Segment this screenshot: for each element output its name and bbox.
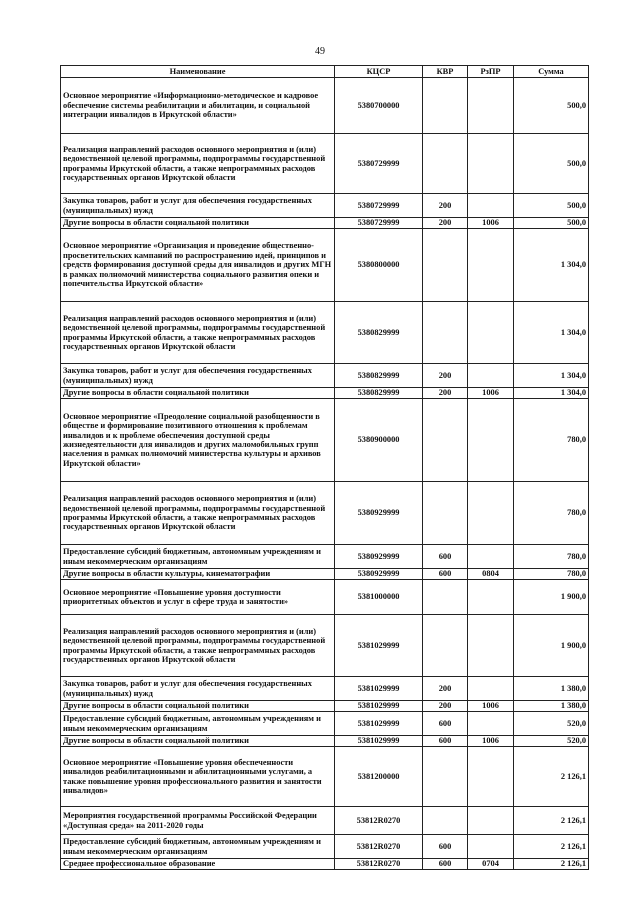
table-row (61, 388, 589, 399)
row-kcsr: 5381029999 (335, 701, 423, 712)
row-sum: 1 900,0 (514, 580, 589, 615)
table-row (61, 677, 589, 701)
row-kvr (423, 482, 468, 545)
row-sum: 1 304,0 (514, 388, 589, 399)
table-row (61, 580, 589, 615)
header-sum: Сумма (514, 66, 589, 78)
page-number: 49 (315, 46, 325, 57)
table-row (61, 194, 589, 218)
row-sum: 780,0 (514, 482, 589, 545)
header-kcsr: КЦСР (335, 66, 423, 78)
row-sum: 780,0 (514, 569, 589, 580)
row-kcsr: 5380729999 (335, 194, 423, 218)
row-kcsr: 5380900000 (335, 399, 423, 482)
row-rzpr (468, 807, 514, 835)
row-kcsr: 5380800000 (335, 229, 423, 302)
row-rzpr (468, 677, 514, 701)
row-name: Основное мероприятие «Информационно-методическое и кадровое обеспечение системы реабилитации и абилитации, и социальной интеграции инвалидов в Иркутской области» (61, 78, 335, 134)
table-row (61, 78, 589, 134)
table-row (61, 545, 589, 569)
row-sum: 2 126,1 (514, 747, 589, 807)
row-name: Среднее профессиональное образование (61, 859, 335, 870)
table-row (61, 569, 589, 580)
table-row (61, 859, 589, 870)
row-sum: 780,0 (514, 399, 589, 482)
row-name: Мероприятия государственной программы Российской Федерации «Доступная среда» на 2011-2020 годы (61, 807, 335, 835)
row-name: Другие вопросы в области социальной политики (61, 388, 335, 399)
row-sum: 2 126,1 (514, 859, 589, 870)
table-row (61, 302, 589, 364)
header-kvr: КВР (423, 66, 468, 78)
row-name: Реализация направлений расходов основного мероприятия и (или) ведомственной целевой программы, подпрограммы государственной программы Иркутской области, а также непрограммных расходов государственных органов Иркутской области (61, 482, 335, 545)
row-sum: 780,0 (514, 545, 589, 569)
row-name: Другие вопросы в области социальной политики (61, 218, 335, 229)
row-kcsr: 5381200000 (335, 747, 423, 807)
row-name: Основное мероприятие «Повышение уровня доступности приоритетных объектов и услуг в сфере труда и занятости» (61, 580, 335, 615)
row-kcsr: 5380929999 (335, 545, 423, 569)
row-sum: 500,0 (514, 78, 589, 134)
row-rzpr (468, 712, 514, 736)
row-kvr: 200 (423, 194, 468, 218)
row-kcsr: 5380700000 (335, 78, 423, 134)
row-kvr: 600 (423, 736, 468, 747)
table-row (61, 134, 589, 194)
table-header-row (61, 66, 589, 78)
row-kcsr: 5381029999 (335, 677, 423, 701)
row-name: Основное мероприятие «Организация и проведение общественно-просветительских кампаний по распространению идей, принципов и средств формирования доступной среды для инвалидов и других МГН в рамках полномочий министерства социального развития опеки и попечительства Иркутской области» (61, 229, 335, 302)
row-sum: 520,0 (514, 712, 589, 736)
row-kvr (423, 580, 468, 615)
row-name: Предоставление субсидий бюджетным, автономным учреждениям и иным некоммерческим организациям (61, 545, 335, 569)
table-row (61, 835, 589, 859)
row-kvr (423, 747, 468, 807)
row-name: Закупка товаров, работ и услуг для обеспечения государственных (муниципальных) нужд (61, 194, 335, 218)
row-kcsr: 53812R0270 (335, 807, 423, 835)
row-kvr (423, 78, 468, 134)
row-rzpr (468, 78, 514, 134)
row-kcsr: 5380829999 (335, 302, 423, 364)
row-name: Основное мероприятие «Преодоление социальной разобщенности в обществе и формирование позитивного отношения к проблемам инвалидов и к проблеме обеспечения доступной среды жизнедеятельности для инвалидов и других маломобильных групп населения в рамках полномочий министерства культуры и архивов Иркутской области» (61, 399, 335, 482)
row-name: Реализация направлений расходов основного мероприятия и (или) ведомственной целевой программы, подпрограммы государственной программы Иркутской области, а также непрограммных расходов государственных органов Иркутской области (61, 615, 335, 677)
row-kvr: 600 (423, 569, 468, 580)
row-rzpr (468, 482, 514, 545)
row-kcsr: 5380829999 (335, 388, 423, 399)
row-rzpr (468, 364, 514, 388)
row-rzpr: 1006 (468, 736, 514, 747)
row-rzpr (468, 194, 514, 218)
row-sum: 1 304,0 (514, 364, 589, 388)
row-sum: 2 126,1 (514, 835, 589, 859)
row-kvr: 200 (423, 677, 468, 701)
row-kcsr: 5380729999 (335, 134, 423, 194)
row-kcsr: 5380929999 (335, 482, 423, 545)
table-row (61, 482, 589, 545)
row-kvr (423, 615, 468, 677)
row-kvr (423, 807, 468, 835)
row-kvr: 600 (423, 545, 468, 569)
row-name: Предоставление субсидий бюджетным, автономным учреждениям и иным некоммерческим организациям (61, 712, 335, 736)
row-rzpr: 0704 (468, 859, 514, 870)
table-row (61, 364, 589, 388)
row-sum: 500,0 (514, 134, 589, 194)
row-name: Закупка товаров, работ и услуг для обеспечения государственных (муниципальных) нужд (61, 364, 335, 388)
row-sum: 2 126,1 (514, 807, 589, 835)
header-name: Наименование (61, 66, 335, 78)
table-row (61, 747, 589, 807)
row-sum: 500,0 (514, 194, 589, 218)
row-kvr: 200 (423, 218, 468, 229)
row-kcsr: 53812R0270 (335, 835, 423, 859)
row-kvr (423, 134, 468, 194)
row-kcsr: 5380729999 (335, 218, 423, 229)
row-kcsr: 5381000000 (335, 580, 423, 615)
row-kcsr: 5380829999 (335, 364, 423, 388)
row-sum: 520,0 (514, 736, 589, 747)
row-kcsr: 53812R0270 (335, 859, 423, 870)
table-row (61, 229, 589, 302)
row-kvr: 200 (423, 701, 468, 712)
row-rzpr (468, 302, 514, 364)
row-name: Предоставление субсидий бюджетным, автономным учреждениям и иным некоммерческим организациям (61, 835, 335, 859)
row-rzpr: 1006 (468, 218, 514, 229)
row-rzpr (468, 615, 514, 677)
table-row (61, 218, 589, 229)
row-name: Другие вопросы в области социальной политики (61, 701, 335, 712)
table-row (61, 701, 589, 712)
row-sum: 1 900,0 (514, 615, 589, 677)
row-sum: 1 380,0 (514, 677, 589, 701)
row-rzpr: 0804 (468, 569, 514, 580)
table-row (61, 736, 589, 747)
row-name: Основное мероприятие «Повышение уровня обеспеченности инвалидов реабилитационными и абилитационными услугами, а также повышение уровня профессионального развития и занятости инвалидов» (61, 747, 335, 807)
row-sum: 1 304,0 (514, 302, 589, 364)
budget-table (60, 65, 589, 870)
table-row (61, 712, 589, 736)
row-name: Другие вопросы в области культуры, кинематографии (61, 569, 335, 580)
row-sum: 500,0 (514, 218, 589, 229)
row-name: Реализация направлений расходов основного мероприятия и (или) ведомственной целевой программы, подпрограммы государственной программы Иркутской области, а также непрограммных расходов государственных органов Иркутской области (61, 134, 335, 194)
row-kvr: 600 (423, 712, 468, 736)
row-rzpr (468, 399, 514, 482)
row-sum: 1 380,0 (514, 701, 589, 712)
row-rzpr (468, 134, 514, 194)
row-rzpr (468, 747, 514, 807)
row-rzpr: 1006 (468, 701, 514, 712)
row-rzpr: 1006 (468, 388, 514, 399)
table-row (61, 807, 589, 835)
row-rzpr (468, 835, 514, 859)
row-kvr: 200 (423, 364, 468, 388)
row-kvr (423, 229, 468, 302)
row-kvr: 600 (423, 835, 468, 859)
row-rzpr (468, 580, 514, 615)
header-rzpr: РзПР (468, 66, 514, 78)
table-row (61, 615, 589, 677)
row-rzpr (468, 229, 514, 302)
table-row (61, 399, 589, 482)
row-kvr (423, 399, 468, 482)
row-kcsr: 5380929999 (335, 569, 423, 580)
row-sum: 1 304,0 (514, 229, 589, 302)
row-rzpr (468, 545, 514, 569)
row-name: Закупка товаров, работ и услуг для обеспечения государственных (муниципальных) нужд (61, 677, 335, 701)
row-kvr (423, 302, 468, 364)
row-kvr: 600 (423, 859, 468, 870)
row-name: Реализация направлений расходов основного мероприятия и (или) ведомственной целевой программы, подпрограммы государственной программы Иркутской области, а также непрограммных расходов государственных органов Иркутской области (61, 302, 335, 364)
row-kcsr: 5381029999 (335, 736, 423, 747)
row-kcsr: 5381029999 (335, 712, 423, 736)
row-kvr: 200 (423, 388, 468, 399)
row-kcsr: 5381029999 (335, 615, 423, 677)
row-name: Другие вопросы в области социальной политики (61, 736, 335, 747)
